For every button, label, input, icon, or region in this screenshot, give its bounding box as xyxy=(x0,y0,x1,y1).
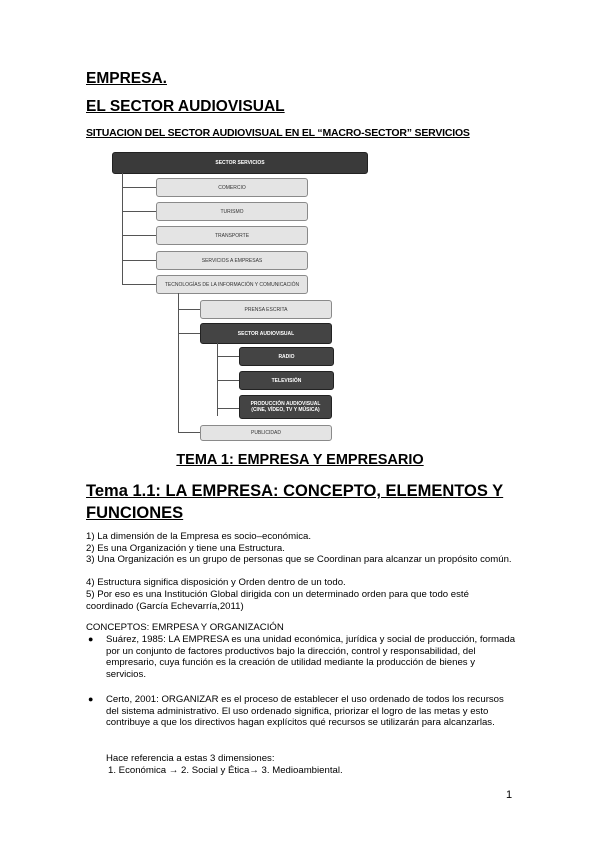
diagram-item-publicidad: PUBLICIDAD xyxy=(200,425,332,441)
diagram-item-servicios: SERVICIOS A EMPRESAS xyxy=(156,251,308,270)
tema-1-1-title: Tema 1.1: LA EMPRESA: CONCEPTO, ELEMENTOS Y FUNCIONES xyxy=(86,482,504,522)
point-4: 4) Estructura significa disposición y Orden dentro de un todo. xyxy=(86,577,346,588)
bullet-suarez: Suárez, 1985: LA EMPRESA es una unidad económica, jurídica y social de producción, formada por un conjunto de factores productivos bajo la dirección, control y responsabilidad, del empresario, cuya función es la creación de utilidad mediante la producción de bienes y servicios. xyxy=(106,634,516,680)
point-2: 2) Es una Organización y tiene una Estructura. xyxy=(86,543,285,554)
bullet-icon: ● xyxy=(88,694,94,704)
conceptos-heading: CONCEPTOS: EMRPESA Y ORGANIZACIÓN xyxy=(86,622,284,633)
diagram-item-comercio: COMERCIO xyxy=(156,178,308,197)
sector-diagram xyxy=(112,152,368,442)
diagram-item-transporte: TRANSPORTE xyxy=(156,226,308,245)
diagram-item-sector-audiovisual: SECTOR AUDIOVISUAL xyxy=(200,323,332,344)
diagram-item-radio: RADIO xyxy=(239,347,334,366)
heading-sector-audiovisual: EL SECTOR AUDIOVISUAL xyxy=(86,98,285,115)
dimensiones-list: 1. Económica → 2. Social y Ética→ 3. Medioambiental. xyxy=(108,765,343,776)
diagram-item-turismo: TURISMO xyxy=(156,202,308,221)
heading-empresa: EMPRESA. xyxy=(86,70,167,87)
diagram-item-produccion: PRODUCCIÓN AUDIOVISUAL (CINE, VÍDEO, TV Y MÚSICA) xyxy=(239,395,332,419)
dimensiones-intro: Hace referencia a estas 3 dimensiones: xyxy=(106,753,275,764)
diagram-root: SECTOR SERVICIOS xyxy=(112,152,368,174)
heading-situacion: SITUACION DEL SECTOR AUDIOVISUAL EN EL “MACRO-SECTOR” SERVICIOS xyxy=(86,127,470,139)
point-5: 5) Por eso es una Institución Global dirigida con un determinado orden para que todo esté coordinado (García Echevarría,2011) xyxy=(86,589,469,612)
bullet-certo: Certo, 2001: ORGANIZAR es el proceso de establecer el uso ordenado de todos los recursos del sistema administrativo. El uso ordenado significa, priorizar el logro de las metas y esto contribuye a que los directivos hagan explícitos qué recursos se utilizarán para alcanzarlas. xyxy=(106,694,504,728)
tema-title: TEMA 1: EMPRESA Y EMPRESARIO xyxy=(176,452,424,468)
point-3: 3) Una Organización es un grupo de personas que se Coordinan para alcanzar un propósito común. xyxy=(86,554,512,565)
bullet-icon: ● xyxy=(88,634,94,644)
page-number: 1 xyxy=(506,789,513,801)
diagram-item-television: TELEVISIÓN xyxy=(239,371,334,390)
diagram-item-tic: TECNOLOGÍAS DE LA INFORMACIÓN Y COMUNICACIÓN xyxy=(156,275,308,294)
point-1: 1) La dimensión de la Empresa es socio–económica. xyxy=(86,531,312,542)
diagram-item-prensa: PRENSA ESCRITA xyxy=(200,300,332,319)
